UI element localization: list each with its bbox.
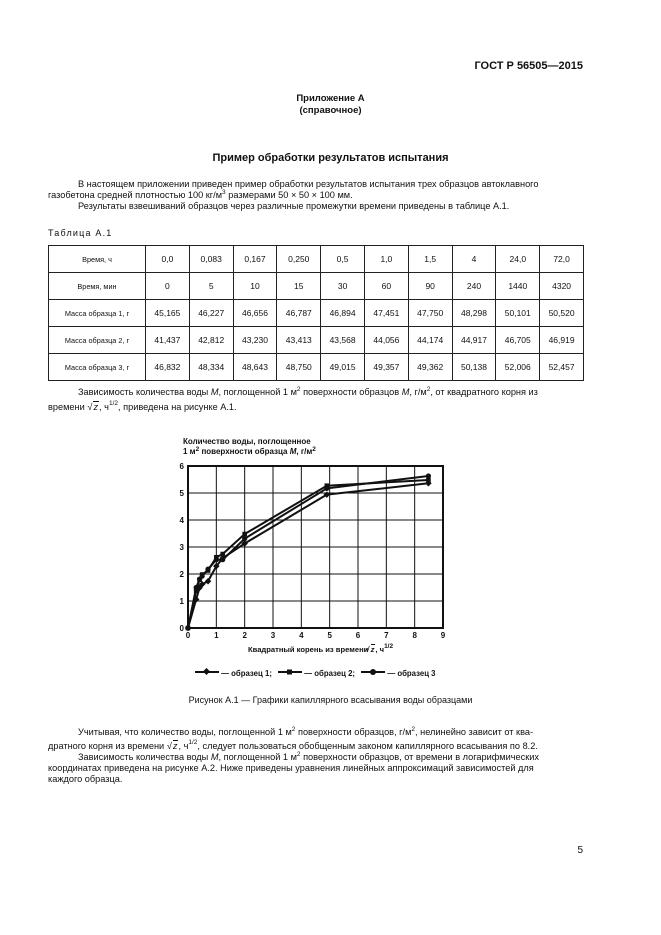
row-label: Масса образца 3, г bbox=[49, 354, 146, 381]
table-cell: 10 bbox=[233, 273, 277, 300]
table-cell: 0 bbox=[146, 273, 190, 300]
table-cell: 46,227 bbox=[189, 300, 233, 327]
table-row bbox=[49, 354, 584, 381]
table-row bbox=[49, 273, 584, 300]
table-cell: 48,750 bbox=[277, 354, 321, 381]
legend-line-icon bbox=[361, 668, 385, 676]
table-cell: 50,138 bbox=[452, 354, 496, 381]
row-label: Масса образца 2, г bbox=[49, 327, 146, 354]
x-tick-label: 9 bbox=[440, 631, 446, 640]
table-cell: 240 bbox=[452, 273, 496, 300]
table-cell: 1440 bbox=[496, 273, 540, 300]
table-cell: 0,5 bbox=[321, 246, 365, 273]
paragraph-intro bbox=[48, 179, 588, 212]
table-cell: 46,919 bbox=[540, 327, 584, 354]
table-cell: 52,457 bbox=[540, 354, 584, 381]
x-tick-label: 3 bbox=[270, 631, 276, 640]
table-row bbox=[49, 327, 584, 354]
table-cell: 46,656 bbox=[233, 300, 277, 327]
table-cell: 30 bbox=[321, 273, 365, 300]
table-cell: 50,520 bbox=[540, 300, 584, 327]
figure-caption: Рисунок А.1 — Графики капиллярного всасывания воды образцами bbox=[188, 695, 473, 705]
row-label: Время, ч bbox=[49, 246, 146, 273]
legend-line-icon bbox=[195, 668, 219, 676]
table-cell: 1,5 bbox=[408, 246, 452, 273]
table-cell: 43,413 bbox=[277, 327, 321, 354]
table-cell: 42,812 bbox=[189, 327, 233, 354]
table-cell: 1,0 bbox=[364, 246, 408, 273]
paragraph-line: Зависимость количества воды M, поглощенной 1 $м^2$ поверхности образцов, от времени в логарифмических bbox=[78, 751, 539, 762]
paragraph-line: времени √ z, $ч^{1/2}$, приведена на рисунке А.1. bbox=[48, 401, 588, 413]
data-point bbox=[324, 486, 329, 491]
paragraph-line: Учитывая, что количество воды, поглощенной 1 $м^2$ поверхности образцов, $г/м^2$, нелинейно зависит от ква- bbox=[78, 726, 534, 737]
paragraph-line: дратного корня из времени √ z, $ч^{1/2}$, следует пользоваться обобщенным законом капиллярного всасывания по 8.2. bbox=[48, 740, 588, 752]
x-tick-label: 7 bbox=[384, 631, 389, 640]
table-cell: 47,750 bbox=[408, 300, 452, 327]
y-tick-label: 3 bbox=[179, 543, 184, 552]
paragraph-line: Результаты взвешиваний образцов через различные промежутки времени приведены в таблице А.1. bbox=[78, 201, 510, 211]
row-label: Время, мин bbox=[49, 273, 146, 300]
paragraph-line: газобетона средней плотностью 100 $кг/м^3$ размерами 50 × 50 × 100 мм. bbox=[48, 189, 353, 200]
table-cell: 49,357 bbox=[364, 354, 408, 381]
table-caption: Таблица А.1 bbox=[48, 228, 113, 238]
x-tick-label: 5 bbox=[327, 631, 332, 640]
data-point bbox=[242, 532, 247, 537]
table-cell: 4320 bbox=[540, 273, 584, 300]
table-cell: 44,174 bbox=[408, 327, 452, 354]
appendix-block bbox=[0, 93, 661, 117]
paragraph-line: каждого образца. bbox=[48, 774, 123, 784]
table-cell: 50,101 bbox=[496, 300, 540, 327]
data-point bbox=[194, 585, 199, 590]
table-cell: 60 bbox=[364, 273, 408, 300]
section-heading: Пример обработки результатов испытания bbox=[212, 152, 449, 164]
table-cell: 47,451 bbox=[364, 300, 408, 327]
table-cell: 44,056 bbox=[364, 327, 408, 354]
legend-item: — образец 2; bbox=[278, 669, 357, 678]
data-point bbox=[220, 552, 225, 557]
table-cell: 72,0 bbox=[540, 246, 584, 273]
appendix-subtitle: (справочное) bbox=[299, 105, 362, 116]
data-point bbox=[220, 557, 225, 562]
legend-item: — образец 3 bbox=[361, 669, 435, 678]
data-point bbox=[205, 567, 210, 572]
table-cell: 44,917 bbox=[452, 327, 496, 354]
paragraph-line: координатах приведена на рисунке А.2. Ниже приведены уравнения линейных аппроксимаций зависимостей для bbox=[48, 763, 534, 773]
data-point bbox=[200, 574, 205, 579]
table-row bbox=[49, 300, 584, 327]
y-tick-label: 5 bbox=[179, 489, 184, 498]
table-cell: 48,298 bbox=[452, 300, 496, 327]
y-tick-label: 1 bbox=[179, 597, 184, 606]
y-tick-label: 2 bbox=[179, 570, 184, 579]
x-tick-label: 4 bbox=[299, 631, 304, 640]
y-tick-label: 0 bbox=[179, 624, 184, 633]
table-cell: 41,437 bbox=[146, 327, 190, 354]
y-tick-label: 6 bbox=[179, 462, 184, 471]
chart-legend bbox=[195, 668, 436, 678]
table-cell: 46,705 bbox=[496, 327, 540, 354]
paragraph-dependence bbox=[48, 387, 588, 413]
table-row bbox=[49, 246, 584, 273]
paragraph-line: Зависимость количества воды M, поглощенной 1 $м^2$ поверхности образцов M, $г/м^2$, от квадратного корня из bbox=[78, 386, 538, 397]
data-point bbox=[214, 557, 219, 562]
x-tick-label: 1 bbox=[214, 631, 219, 640]
table-cell: 52,006 bbox=[496, 354, 540, 381]
table-cell: 24,0 bbox=[496, 246, 540, 273]
table-cell: 0,0 bbox=[146, 246, 190, 273]
table-cell: 43,568 bbox=[321, 327, 365, 354]
table-cell: 0,250 bbox=[277, 246, 321, 273]
paragraph-conclusion bbox=[48, 727, 588, 785]
table-cell: 90 bbox=[408, 273, 452, 300]
appendix-title: Приложение А bbox=[296, 93, 365, 104]
table-cell: 49,362 bbox=[408, 354, 452, 381]
document-header: ГОСТ Р 56505—2015 bbox=[474, 60, 583, 72]
y-tick-label: 4 bbox=[179, 516, 184, 525]
table-cell: 48,643 bbox=[233, 354, 277, 381]
legend-line-icon bbox=[278, 668, 302, 676]
table-cell: 45,165 bbox=[146, 300, 190, 327]
table-cell: 0,083 bbox=[189, 246, 233, 273]
table-cell: 15 bbox=[277, 273, 321, 300]
table-cell: 0,167 bbox=[233, 246, 277, 273]
table-cell: 4 bbox=[452, 246, 496, 273]
x-tick-label: 2 bbox=[242, 631, 247, 640]
data-point bbox=[426, 473, 431, 478]
data-point bbox=[242, 536, 247, 541]
x-tick-label: 6 bbox=[355, 631, 361, 640]
data-point bbox=[185, 625, 190, 630]
table-cell: 5 bbox=[189, 273, 233, 300]
table-cell: 46,787 bbox=[277, 300, 321, 327]
table-cell: 48,334 bbox=[189, 354, 233, 381]
x-tick-label: 0 bbox=[185, 631, 191, 640]
row-label: Масса образца 1, г bbox=[49, 300, 146, 327]
results-table bbox=[48, 245, 584, 381]
table-cell: 46,894 bbox=[321, 300, 365, 327]
page-number: 5 bbox=[577, 845, 583, 856]
legend-item: — образец 1; bbox=[195, 669, 274, 678]
x-tick-label: 8 bbox=[412, 631, 417, 640]
sqrt-symbol: √ z bbox=[93, 401, 99, 413]
chart-title: Количество воды, поглощенное 1 $м^2$ поверхности образца M, $г/м^2$ bbox=[183, 437, 316, 456]
chart-xlabel: Квадратный корень из времени √ z, $ч^{1/2}$ bbox=[248, 644, 393, 655]
table-cell: 43,230 bbox=[233, 327, 277, 354]
table-cell: 46,832 bbox=[146, 354, 190, 381]
paragraph-line: В настоящем приложении приведен пример обработки результатов испытания трех образцов автоклавного bbox=[78, 179, 539, 189]
table-cell: 49,015 bbox=[321, 354, 365, 381]
